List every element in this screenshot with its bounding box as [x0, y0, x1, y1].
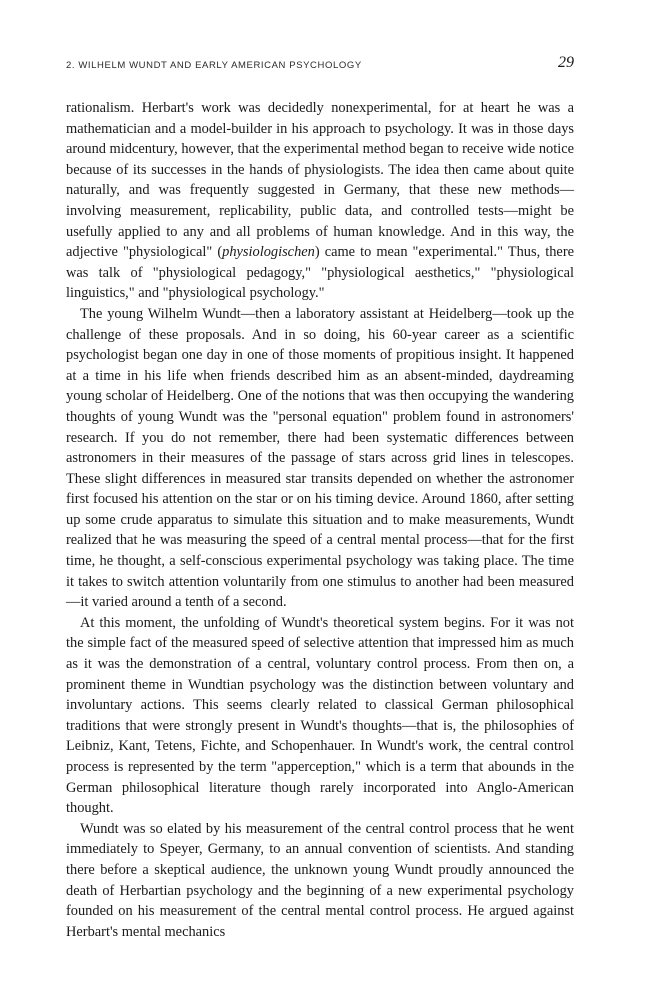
page-number: 29 — [558, 54, 574, 71]
paragraph-3: At this moment, the unfolding of Wundt's theoretical system begins. For it was not the simple fact of the measured speed of selective attention that impressed him as much as it was the demonstration of a central, voluntary control process. From then on, a prominent theme in Wundtian psychology was the distinction between voluntary and involuntary actions. This seems clearly related to classical German philosophical traditions that were strongly present in Wundt's thoughts—that is, the philosophies of Leibniz, Kant, Tetens, Fichte, and Schopenhauer. In Wundt's work, the central control process is represented by the term "apperception," which is a term that abounds in the German philosophical literature though rarely incorporated into Anglo-American thought. — [66, 614, 574, 817]
document-page — [66, 52, 574, 942]
paragraph-4: Wundt was so elated by his measurement of the central control process that he went immediately to Speyer, Germany, to an annual convention of scientists. And standing there before a skeptical audience, the unknown young Wundt proudly announced the death of Herbartian psychology and the beginning of a new experimental psychology founded on his measurement of the central mental control process. He argued against Herbart's mental mechanics — [66, 820, 574, 940]
paragraph-2: The young Wilhelm Wundt—then a laboratory assistant at Heidelberg—took up the challenge of these proposals. And in so doing, his 60-year career as a scientific psychologist began one day in one of those moments of propitious insight. It happened at a time in his life when friends described him as an absent-minded, daydreaming young scholar of Heidelberg. One of the notions that was then occupying the wandering thoughts of young Wundt was the "personal equation" problem found in astronomers' research. If you do not remember, there had been systematic differences between astronomers in their measures of the passage of stars across grid lines in telescopes. These slight differences in measured star transits depended on whether the astronomer first focused his attention on the star or on his timing device. Around 1860, after setting up some crude apparatus to simulate this situation and to make measurements, Wundt realized that he was measuring the speed of a central mental process—that for the first time, he thought, a self-conscious experimental psychology was taking place. The time it takes to switch attention voluntarily from one stimulus to another had been measured—it varied around a tenth of a second. — [66, 305, 574, 611]
paragraph-1: rationalism. Herbart's work was decidedly nonexperimental, for at heart he was a mathematician and a model-builder in his approach to psychology. It was in those days around midcentury, however, that the experimental method began to receive wide notice because of its successes in the hands of physiologists. The idea then came about quite naturally, and was frequently suggested in Germany, that these new methods—involving measurement, replicability, public data, and controlled tests—might be usefully applied to any and all problems of human knowledge. And in this way, the adjective "physiological" (physiologischen) came to mean "experimental." Thus, there was talk of "physiological pedagogy," "physiological aesthetics," "physiological linguistics," and "physiological psychology." — [66, 100, 574, 302]
running-head — [66, 52, 574, 76]
body-text — [66, 98, 574, 942]
italic-term: physiologischen — [222, 244, 315, 261]
running-title: 2. WILHELM WUNDT AND EARLY AMERICAN PSYCHOLOGY — [66, 60, 362, 71]
